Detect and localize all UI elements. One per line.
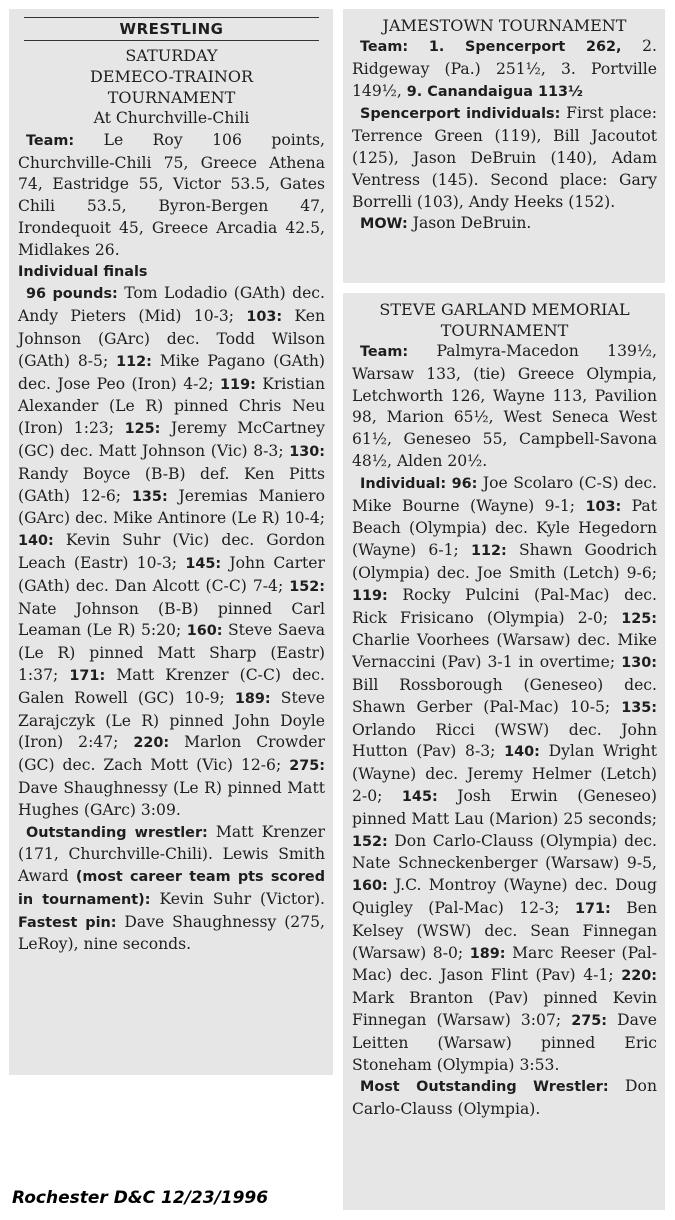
garland-weight-class: 130: <box>621 655 657 672</box>
garland-team-standings <box>352 341 657 473</box>
garland-weight-class: 160: <box>352 878 388 895</box>
garland-bout-result: Dave Leitten (Warsaw) pinned Eric Stoneham (Olympia) 3:53. <box>352 1010 658 1074</box>
award-text: Dave Shaughnessy (275, LeRoy), nine seconds. <box>18 912 325 954</box>
left-bout-result: Jeremy McCartney (GC) dec. Matt Johnson (Vic) 8-3; <box>18 419 325 460</box>
left-weight-class: 119: <box>220 376 256 393</box>
garland-title-line-2: TOURNAMENT <box>440 321 569 340</box>
left-bout-result: Tom Lodadio (GAth) dec. Andy Pieters (Mid) 10-3; <box>18 284 325 326</box>
award-text: Kevin Suhr (Victor). <box>150 889 325 908</box>
left-weight-class: 145: <box>185 555 222 572</box>
left-weight-class: 130: <box>289 443 325 460</box>
jamestown-individuals-text: First place: Terrence Green (119), Bill Jacoutot (125), Jason DeBruin (140), Adam Ventress (145). Second place: Gary Borrelli (103), Andy Heeks (152). <box>352 104 657 211</box>
award-label: (most career team pts scored in tournament): <box>18 869 325 908</box>
garland-bout-result: Dylan Wright (Wayne) dec. Jeremy Helmer (Letch) 2-0; <box>352 742 657 805</box>
garland-bout-result: Josh Erwin (Geneseo) pinned Matt Lau (Marion) 25 seconds; <box>352 786 658 828</box>
section-heading: WRESTLING <box>24 17 319 41</box>
left-bout-result: Steve Saeva (Le R) pinned Matt Sharp (Eastr) 1:37; <box>18 621 325 684</box>
garland-individual-results <box>352 473 657 1077</box>
garland-bout-result: Orlando Ricci (WSW) dec. John Hutton (Pav) 8-3; <box>352 720 657 761</box>
tournament-title-line-3: TOURNAMENT <box>107 88 236 107</box>
tournament-title-line-1: SATURDAY <box>125 46 218 65</box>
garland-weight-class: 125: <box>621 610 657 627</box>
left-bout-result: Ken Johnson (GArc) dec. Todd Wilson (GAth) 8-5; <box>18 307 325 370</box>
garland-weight-class: 96: <box>446 475 478 492</box>
jamestown-mow <box>352 213 657 236</box>
award-label: Fastest pin: <box>18 914 117 931</box>
individual-finals-results <box>18 283 325 821</box>
left-weight-class: 275: <box>289 758 325 775</box>
source-citation: Rochester D&C 12/23/1996 <box>12 1188 269 1208</box>
garland-bout-result: Don Carlo-Clauss (Olympia) dec. Nate Schneckenberger (Warsaw) 9-5, <box>352 831 657 873</box>
jamestown-individuals <box>352 103 657 213</box>
jamestown-team-label: Team: 1. Spencerport 262, <box>360 39 622 55</box>
left-weight-class: 171: <box>69 667 106 684</box>
garland-weight-class: 171: <box>575 900 611 917</box>
demeco-trainor-clipping <box>9 9 333 1075</box>
garland-bout-result: Pat Beach (Olympia) dec. Kyle Hegedorn (Wayne) 6-1; <box>352 496 657 560</box>
left-bout-result: Kevin Suhr (Vic) dec. Gordon Leach (Eastr) 10-3; <box>18 531 325 572</box>
left-bout-result: Randy Boyce (B-B) def. Ken Pitts (GAth) 12-6; <box>18 464 325 505</box>
jamestown-mow-text: Jason DeBruin. <box>407 214 532 233</box>
team-standings <box>18 130 325 262</box>
garland-bout-result: Charlie Voorhees (Warsaw) dec. Mike Vernaccini (Pav) 3-1 in overtime; <box>352 631 657 672</box>
garland-mow <box>352 1076 657 1121</box>
award-text: Matt Krenzer (171, Churchville-Chili). Lewis Smith Award <box>18 822 325 886</box>
tournament-location: At Churchville-Chili <box>93 109 250 127</box>
team-label: Team: <box>26 132 75 149</box>
garland-team-label: Team: <box>360 344 409 360</box>
garland-bout-result: Shawn Goodrich (Olympia) dec. Joe Smith (Letch) 9-6; <box>352 541 657 582</box>
garland-weight-class: 220: <box>621 968 657 985</box>
jamestown-mow-label: MOW: <box>360 216 408 233</box>
left-bout-result: Matt Krenzer (C-C) dec. Galen Rowell (GC) 10-9; <box>18 665 325 707</box>
jamestown-title: JAMESTOWN TOURNAMENT <box>382 16 627 35</box>
left-bout-result: Nate Johnson (B-B) pinned Carl Leaman (Le R) 5:20; <box>18 599 325 640</box>
left-weight-class: 140: <box>18 533 54 550</box>
garland-bout-result: Mark Branton (Pav) pinned Kevin Finnegan (Warsaw) 3:07; <box>352 989 657 1029</box>
tournament-title-line-2: DEMECO-TRAINOR <box>89 67 254 86</box>
garland-weight-class: 103: <box>585 498 622 515</box>
garland-weight-class: 112: <box>470 543 507 560</box>
left-weight-class: 96 pounds: <box>26 286 118 303</box>
left-bout-result: Mike Pagano (GAth) dec. Jose Peo (Iron) 4-2; <box>18 351 325 393</box>
garland-mow-text: Don Carlo-Clauss (Olympia). <box>352 1077 657 1119</box>
left-bout-result: John Carter (GAth) dec. Dan Alcott (C-C) 7-4; <box>18 553 325 595</box>
garland-title-line-1: STEVE GARLAND MEMORIAL <box>379 300 630 319</box>
garland-weight-class: 135: <box>621 699 657 716</box>
garland-weight-class: 119: <box>352 587 388 604</box>
jamestown-team-text: 2. Ridgeway (Pa.) 251½, 3. Portville 149½, <box>352 37 657 100</box>
left-weight-class: 160: <box>186 623 223 640</box>
left-bout-result: Kristian Alexander (Le R) pinned Chris Neu (Iron) 1:23; <box>18 374 325 438</box>
garland-bout-result: Marc Reeser (Pal-Mac) dec. Jason Flint (Pav) 4-1; <box>352 943 657 985</box>
garland-weight-class: 140: <box>504 744 540 761</box>
left-weight-class: 220: <box>133 735 170 752</box>
left-bout-result: Marlon Crowder (GC) dec. Zach Mott (Vic) 12-6; <box>18 733 325 775</box>
left-weight-class: 189: <box>234 690 271 707</box>
left-weight-class: 152: <box>289 578 325 595</box>
jamestown-individuals-label: Spencerport individuals: <box>360 106 561 123</box>
steve-garland-clipping <box>343 293 665 1210</box>
left-weight-class: 135: <box>131 488 168 505</box>
left-weight-class: 125: <box>124 421 161 438</box>
team-standings-text: Le Roy 106 points, Churchville-Chili 75, Greece Athena 74, Eastridge 55, Victor 53.5, Gates Chili 53.5, Byron-Bergen 47, Irondequoit 45, Greece Arcadia 42.5, Midlakes 26. <box>18 130 325 259</box>
jamestown-team-end: 9. Canandaigua 113½ <box>406 83 583 100</box>
jamestown-clipping <box>343 9 665 283</box>
garland-bout-result: Joe Scolaro (C-S) dec. Mike Bourne (Wayne) 9-1; <box>352 473 658 515</box>
garland-bout-result: J.C. Montroy (Wayne) dec. Doug Quigley (Pal-Mac) 12-3; <box>352 876 657 917</box>
garland-weight-class: 152: <box>352 833 388 850</box>
jamestown-team-standings <box>352 36 657 103</box>
award-label: Outstanding wrestler: <box>26 824 208 841</box>
garland-bout-result: Ben Kelsey (WSW) dec. Sean Finnegan (Warsaw) 8-0; <box>352 898 657 962</box>
garland-weight-class: 189: <box>469 945 506 962</box>
left-bout-result: Jeremias Maniero (GArc) dec. Mike Antinore (Le R) 10-4; <box>18 486 325 528</box>
left-weight-class: 103: <box>246 309 283 326</box>
garland-mow-label: Most Outstanding Wrestler: <box>360 1079 609 1096</box>
garland-bout-result: Rocky Pulcini (Pal-Mac) dec. Rick Frisicano (Olympia) 2-0; <box>352 585 657 627</box>
finals-heading: Individual finals <box>18 263 148 280</box>
garland-weight-class: 275: <box>571 1012 608 1029</box>
left-bout-result: Dave Shaughnessy (Le R) pinned Matt Hughes (GArc) 3:09. <box>18 778 325 819</box>
garland-bout-result: Bill Rossborough (Geneseo) dec. Shawn Gerber (Pal-Mac) 10-5; <box>352 675 657 716</box>
garland-weight-class: 145: <box>401 788 438 805</box>
garland-individual-label: Individual: <box>360 475 447 492</box>
left-bout-result: Steve Zarajczyk (Le R) pinned John Doyle (Iron) 2:47; <box>18 688 325 752</box>
left-weight-class: 112: <box>116 353 152 370</box>
awards-paragraph <box>18 822 325 957</box>
garland-team-text: Palmyra-Macedon 139½, Warsaw 133, (tie) Greece Olympia, Letchworth 126, Wayne 113, Pavilion 98, Marion 65½, West Seneca West 61½, Geneseo 55, Campbell-Savona 48½, Alden 20½. <box>352 342 657 470</box>
